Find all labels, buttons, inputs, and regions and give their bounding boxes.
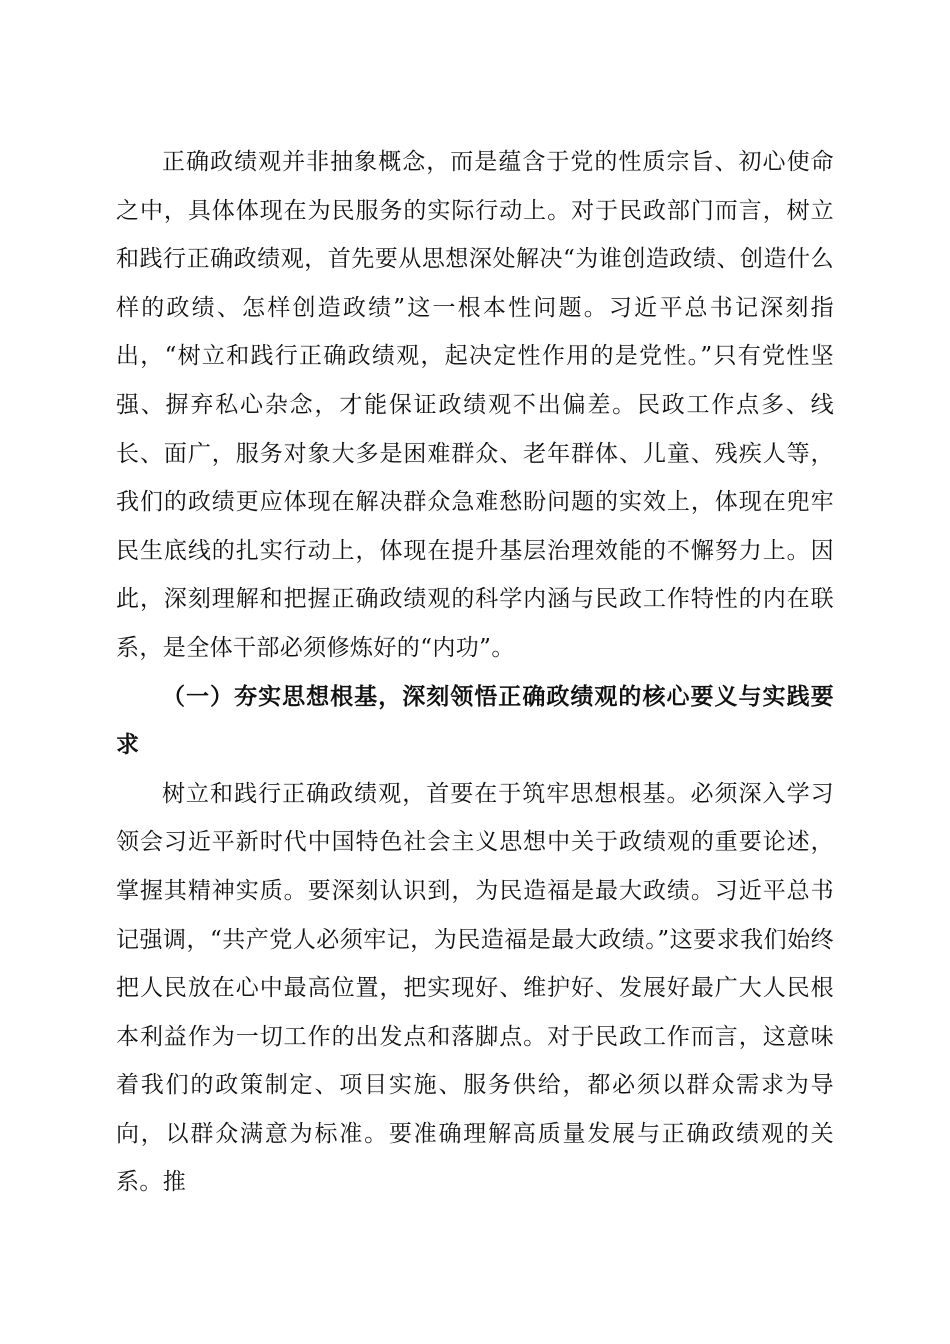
document-body [116,138,834,1207]
section-heading-1: （一）夯实思想根基，深刻领悟正确政绩观的核心要义与实践要求 [116,682,834,759]
body-paragraph-1: 正确政绩观并非抽象概念，而是蕴含于党的性质宗旨、初心使命之中，具体体现在为民服务的实际行动上。对于民政部门而言，树立和践行正确政绩观，首先要从思想深处解决“为谁创造政绩、创造什么样的政绩、怎样创造政绩”这一根本性问题。习近平总书记深刻指出，“树立和践行正确政绩观，起决定性作用的是党性。”只有党性坚强、摒弃私心杂念，才能保证政绩观不出偏差。民政工作点多、线长、面广，服务对象大多是困难群众、老年群体、儿童、残疾人等，我们的政绩更应体现在解决群众急难愁盼问题的实效上，体现在兜牢民生底线的扎实行动上，体现在提升基层治理效能的不懈努力上。因此，深刻理解和把握正确政绩观的科学内涵与民政工作特性的内在联系，是全体干部必须修炼好的“内功”。 [116,149,834,661]
body-paragraph-2: 树立和践行正确政绩观，首要在于筑牢思想根基。必须深入学习领会习近平新时代中国特色社会主义思想中关于政绩观的重要论述，掌握其精神实质。要深刻认识到，为民造福是最大政绩。习近平总书记强调，“共产党人必须牢记，为民造福是最大政绩。”这要求我们始终把人民放在心中最高位置，把实现好、维护好、发展好最广大人民根本利益作为一切工作的出发点和落脚点。对于民政工作而言，这意味着我们的政策制定、项目实施、服务供给，都必须以群众需求为导向，以群众满意为标准。要准确理解高质量发展与正确政绩观的关系。推 [116,780,834,1196]
